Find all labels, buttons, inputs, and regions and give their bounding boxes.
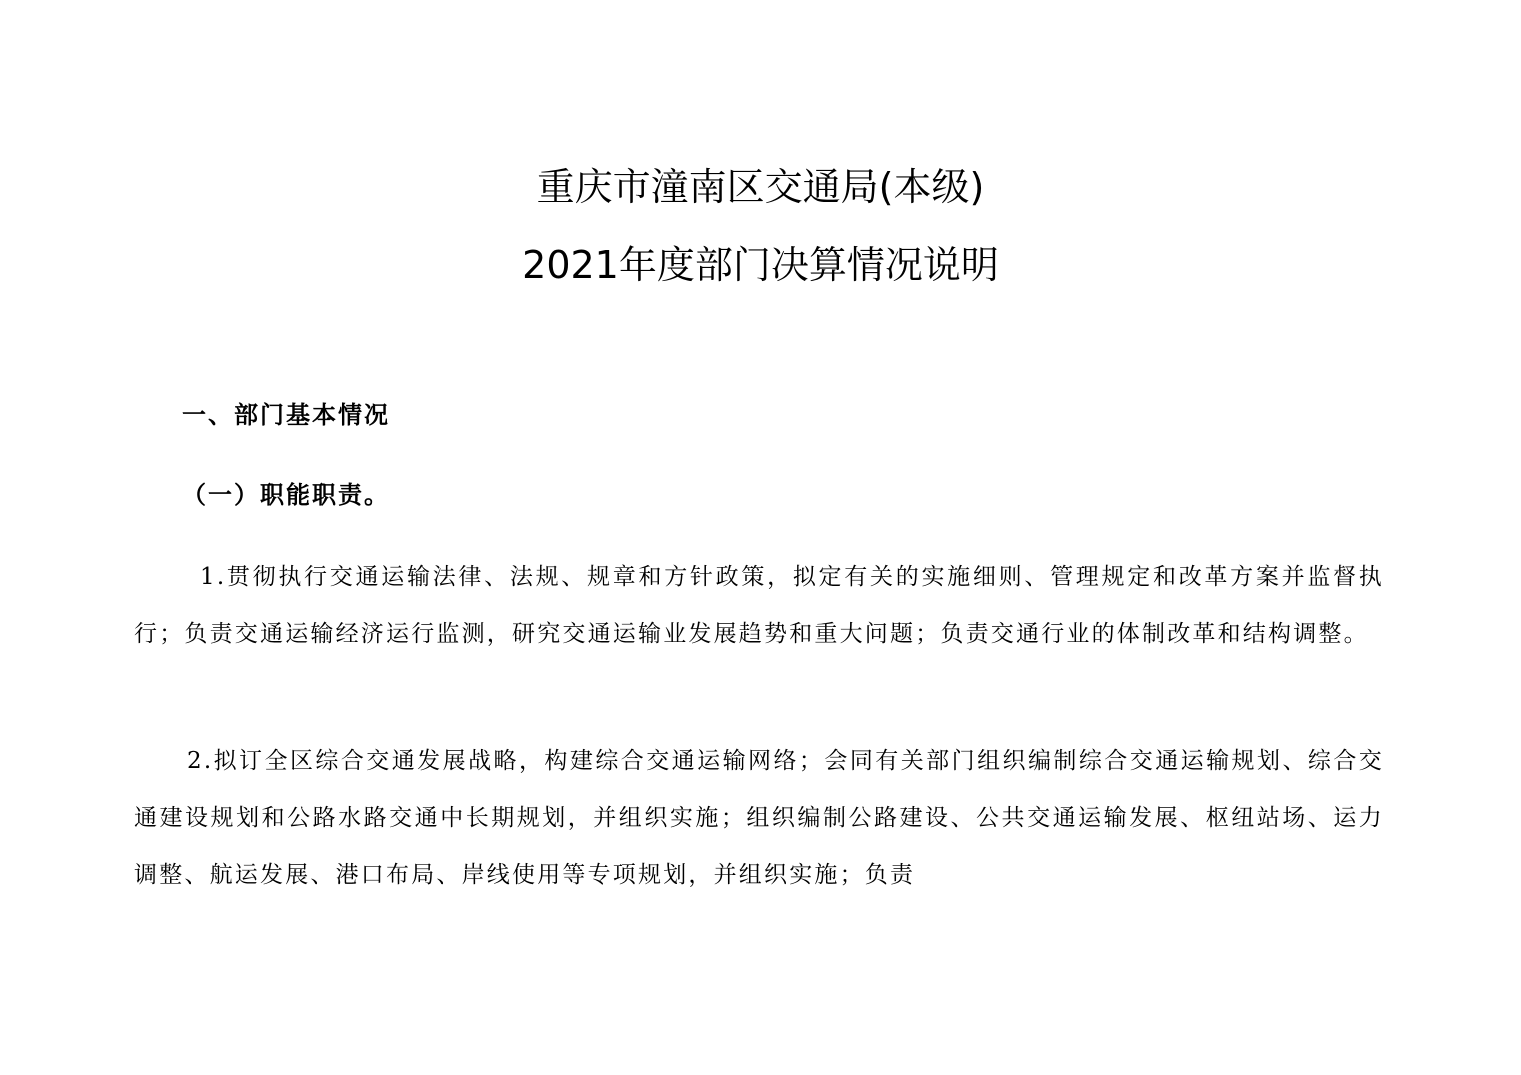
document-title — [0, 148, 1521, 304]
paragraph-2: 2.拟订全区综合交通发展战略，构建综合交通运输网络；会同有关部门组织编制综合交通运输规划、综合交通建设规划和公路水路交通中长期规划，并组织实施；组织编制公路建设、公共交通运输发展、枢纽站场、运力调整、航运发展、港口布局、岸线使用等专项规划，并组织实施；负责 — [134, 748, 1384, 888]
paragraph-1: 1.贯彻执行交通运输法律、法规、规章和方针政策，拟定有关的实施细则、管理规定和改革方案并监督执行；负责交通运输经济运行监测，研究交通运输业发展趋势和重大问题；负责交通行业的体制改革和结构调整。 — [134, 564, 1384, 647]
title-line-1: 重庆市潼南区交通局(本级) — [536, 165, 985, 209]
title-line-2: 2021年度部门决算情况说明 — [522, 243, 999, 287]
section-heading-basic-info: 一、部门基本情况 — [182, 400, 390, 429]
subsection-heading-functions: （一）职能职责。 — [182, 480, 390, 509]
